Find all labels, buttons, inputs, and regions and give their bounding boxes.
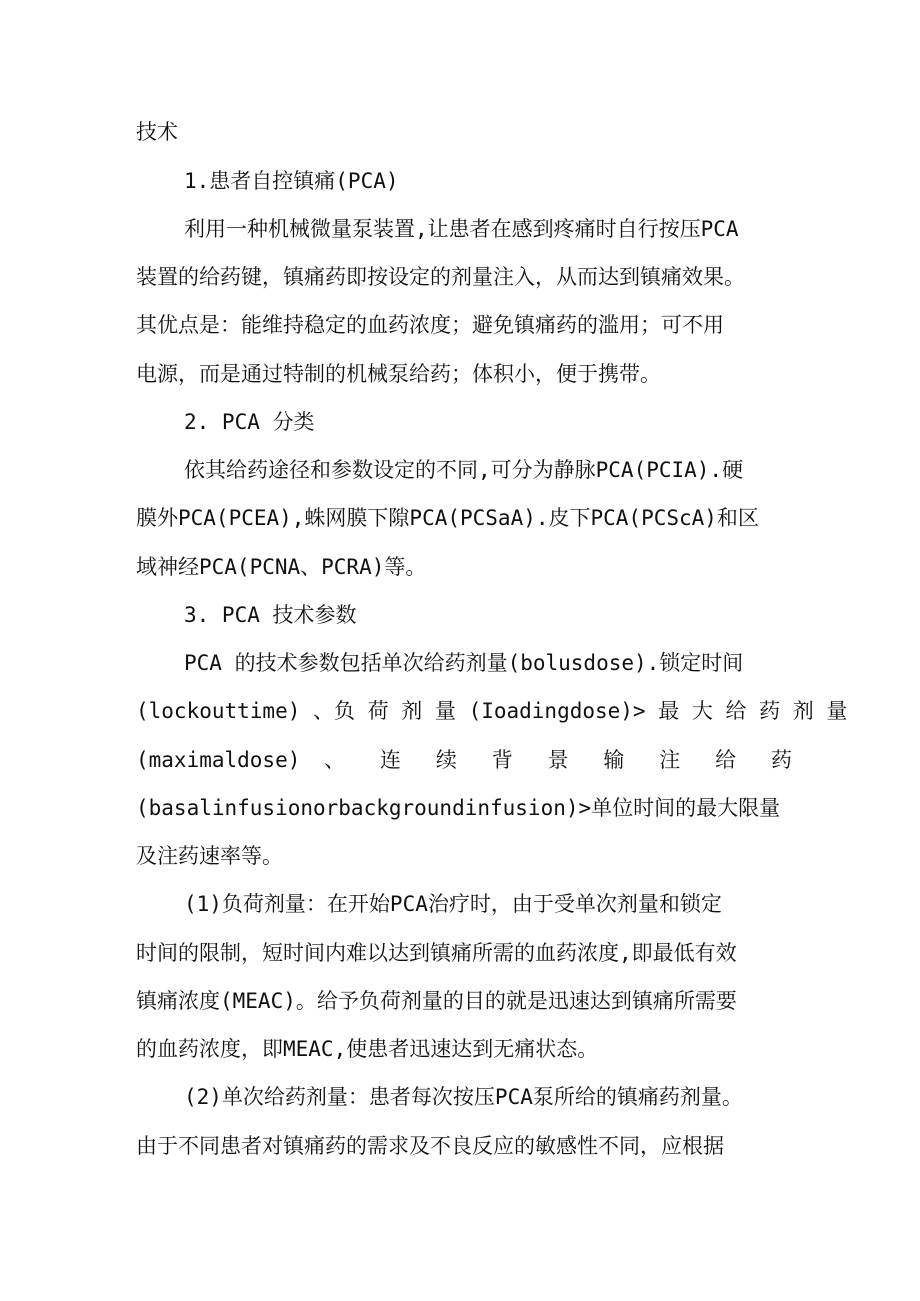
text-line: (2)单次给药剂量：患者每次按压PCA泵所给的镇痛药剂量。 bbox=[184, 1085, 743, 1109]
text-line: 域神经PCA(PCNA、PCRA)等。 bbox=[136, 555, 427, 579]
section-heading: 1.患者自控镇痛(PCA) bbox=[184, 169, 399, 193]
text-line: 电源，而是通过特制的机械泵给药；体积小，便于携带。 bbox=[136, 362, 661, 386]
text-line: (maximaldose) 、 连 续 背 景 输 注 给 药 bbox=[136, 748, 792, 772]
text-line: 时间的限制，短时间内难以达到镇痛所需的血药浓度,即最低有效 bbox=[136, 941, 737, 965]
text-line: (basalinfusionorbackgroundinfusion)>单位时间的最大限量 bbox=[136, 796, 781, 820]
text-line: 的血药浓度，即MEAC,使患者迅速达到无痛状态。 bbox=[136, 1037, 599, 1061]
text-line: 由于不同患者对镇痛药的需求及不良反应的敏感性不同，应根据 bbox=[136, 1134, 724, 1158]
section-heading: 3. PCA 技术参数 bbox=[184, 603, 357, 627]
text-line: 依其给药途径和参数设定的不同,可分为静脉PCA(PCIA).硬 bbox=[184, 458, 744, 482]
text-line: 及注药速率等。 bbox=[136, 844, 283, 868]
text-line: 利用一种机械微量泵装置,让患者在感到疼痛时自行按压PCA bbox=[184, 217, 739, 241]
text-line: 镇痛浓度(MEAC)。给予负荷剂量的目的就是迅速达到镇痛所需要 bbox=[136, 989, 737, 1013]
text-line: 技术 bbox=[136, 120, 178, 144]
text-line: 膜外PCA(PCEA),蛛网膜下隙PCA(PCSaA).皮下PCA(PCScA)和区 bbox=[136, 506, 759, 530]
text-line: PCA 的技术参数包括单次给药剂量(bolusdose).锁定时间 bbox=[184, 651, 744, 675]
text-line: (1)负荷剂量：在开始PCA治疗时，由于受单次剂量和锁定 bbox=[184, 892, 722, 916]
text-line: 装置的给药键，镇痛药即按设定的剂量注入，从而达到镇痛效果。 bbox=[136, 265, 745, 289]
text-line: 其优点是：能维持稳定的血药浓度；避免镇痛药的滥用；可不用 bbox=[136, 313, 724, 337]
section-heading: 2. PCA 分类 bbox=[184, 410, 315, 434]
text-line: (lockouttime) 、负 荷 剂 量 (Ioadingdose)> 最 大 给 药 剂 量 bbox=[136, 699, 848, 723]
